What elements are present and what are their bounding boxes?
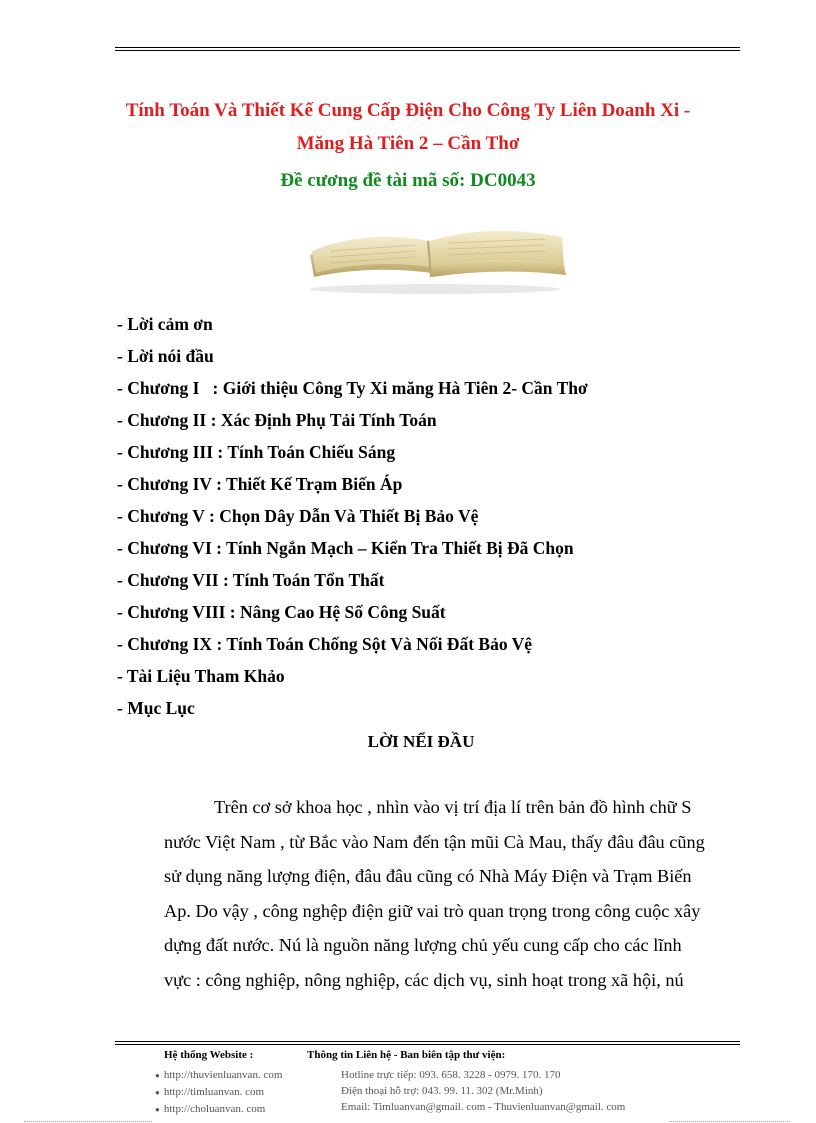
footer-dotted-right xyxy=(670,1121,790,1122)
footer-link[interactable]: ● http://thuvienluanvan. com xyxy=(155,1069,283,1081)
section-heading: LỜI NỂI ĐẦU xyxy=(367,732,475,751)
toc-item: - Mục Lục xyxy=(117,698,195,718)
body-line: vực : công nghiệp, nông nghiệp, các dịch vụ, sinh hoạt trong xã hội, nú xyxy=(164,969,684,990)
body-paragraph xyxy=(164,790,740,997)
body-line: dựng đất nước. Nú là nguồn năng lượng chủ yếu cung cấp cho các lĩnh xyxy=(164,935,682,955)
footer-link[interactable]: ● http://choluanvan. com xyxy=(155,1103,266,1115)
footer-link[interactable]: ● http://timluanvan. com xyxy=(155,1086,265,1098)
footer-contact-heading: Thông tin Liên hệ - Ban biên tập thư viện: xyxy=(307,1049,506,1061)
body-line: nước Việt Nam , từ Bắc vào Nam đến tận mũi Cà Mau, thấy đâu đâu cũng xyxy=(164,831,705,852)
body-line: sử dụng năng lượng điện, đâu đâu cũng có Nhà Máy Điện và Trạm Biến xyxy=(164,866,692,886)
footer-contacts xyxy=(341,1067,625,1115)
document-title-line-1: Tính Toán Và Thiết Kế Cung Cấp Điện Cho Công Ty Liên Doanh Xi - xyxy=(125,100,691,121)
header-rule-top xyxy=(115,47,740,48)
footer-website-heading: Hệ thống Website : xyxy=(164,1049,254,1061)
footer-phone: Điện thoại hỗ trợ: 043. 99. 11. 302 (Mr.Minh) xyxy=(341,1085,543,1097)
footer-rule-top xyxy=(115,1041,740,1042)
document-code-line: Đề cương đề tài mã số: DC0043 xyxy=(280,170,536,191)
footer-rule-bottom xyxy=(115,1044,740,1045)
toc-item: - Tài Liệu Tham Khảo xyxy=(117,666,285,686)
toc-item: - Chương III : Tính Toán Chiếu Sáng xyxy=(117,442,396,462)
open-book-icon xyxy=(300,215,570,295)
bullet-icon: ● xyxy=(155,1105,160,1114)
toc-item: - Lời nói đầu xyxy=(117,346,214,366)
toc-item: - Chương VIII : Nâng Cao Hệ Số Công Suất xyxy=(117,602,446,622)
body-line: Trên cơ sở khoa học , nhìn vào vị trí địa lí trên bản đồ hình chữ S xyxy=(214,797,692,817)
bullet-icon: ● xyxy=(155,1088,160,1097)
toc-item: - Chương II : Xác Định Phụ Tải Tính Toán xyxy=(117,410,437,430)
footer-dotted-left xyxy=(24,1121,152,1122)
toc-item: - Chương VII : Tính Toán Tổn Thất xyxy=(117,570,385,590)
toc-item: - Lời cảm ơn xyxy=(117,314,213,334)
footer-hotline: Hotline trực tiếp: 093. 658. 3228 - 0979. 170. 170 xyxy=(341,1069,561,1081)
body-line: Ap. Do vậy , công nghệp điện giữ vai trò quan trọng trong công cuộc xây xyxy=(164,900,701,921)
toc-item: - Chương VI : Tính Ngắn Mạch – Kiển Tra Thiết Bị Đã Chọn xyxy=(117,538,574,558)
table-of-contents xyxy=(117,308,588,724)
document-title-line-2: Măng Hà Tiên 2 – Cần Thơ xyxy=(296,133,520,154)
bullet-icon: ● xyxy=(155,1071,160,1080)
footer-links xyxy=(155,1067,282,1118)
toc-item: - Chương V : Chọn Dây Dẫn Và Thiết Bị Bảo Vệ xyxy=(117,506,479,526)
header-rule-bottom xyxy=(115,50,740,51)
toc-item: - Chương I : Giới thiệu Công Ty Xi măng Hà Tiên 2- Cần Thơ xyxy=(117,378,588,398)
footer-email: Email: Timluanvan@gmail. com - Thuvienluanvan@gmail. com xyxy=(341,1101,626,1113)
toc-item: - Chương IV : Thiết Kế Trạm Biến Áp xyxy=(117,474,403,494)
toc-item: - Chương IX : Tính Toán Chống Sột Và Nối Đất Bảo Vệ xyxy=(117,634,533,654)
